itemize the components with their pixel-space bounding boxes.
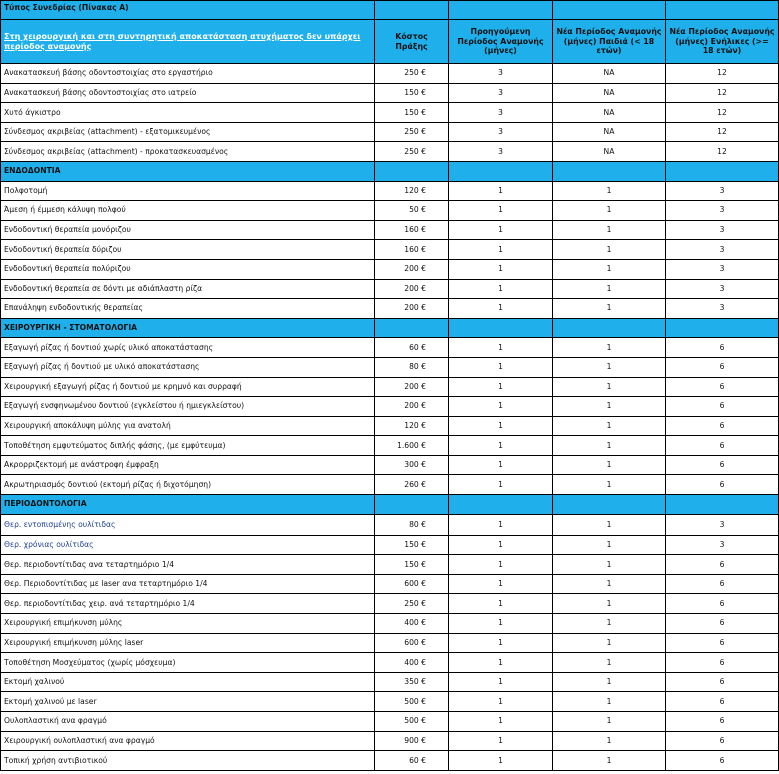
- new-waiting-period-adults: 6: [666, 731, 779, 751]
- table-row: [1, 574, 779, 594]
- procedure-name: Ακρορριζεκτομή με ανάστροφη έμφραξη: [1, 455, 375, 475]
- previous-waiting-period: 1: [449, 201, 553, 221]
- new-waiting-period-children: 1: [553, 455, 666, 475]
- new-waiting-period-adults: 3: [666, 201, 779, 221]
- procedure-cost: 150 €: [375, 103, 449, 123]
- new-waiting-period-adults: 6: [666, 416, 779, 436]
- new-waiting-period-adults: 6: [666, 692, 779, 712]
- procedure-name: Εκτομή χαλινού με laser: [1, 692, 375, 712]
- procedure-cost: 500 €: [375, 692, 449, 712]
- previous-waiting-period: 1: [449, 338, 553, 358]
- previous-waiting-period: 1: [449, 220, 553, 240]
- table-row: [1, 279, 779, 299]
- procedure-name: Ανακατασκευή βάσης οδοντοστοιχίας στο εργαστήριο: [1, 64, 375, 84]
- new-waiting-period-children: 1: [553, 574, 666, 594]
- section-header-row: [1, 495, 779, 515]
- procedure-cost: 200 €: [375, 397, 449, 417]
- procedure-name: Θερ. περιοδοντίτιδας ανα τεταρτημόριο 1/4: [1, 555, 375, 575]
- procedure-cost: 80 €: [375, 514, 449, 535]
- procedure-name: Επανάληψη ενδοδοντικής θεραπείας: [1, 299, 375, 319]
- new-waiting-period-adults: 3: [666, 220, 779, 240]
- title-row: [1, 1, 779, 20]
- table-row: [1, 103, 779, 123]
- new-waiting-period-children: 1: [553, 240, 666, 260]
- new-waiting-period-children: 1: [553, 751, 666, 771]
- section-title: ΧΕΙΡΟΥΡΓΙΚΗ - ΣΤΟΜΑΤΟΛΟΓΙΑ: [1, 318, 375, 338]
- previous-waiting-period: 1: [449, 712, 553, 732]
- new-waiting-period-adults: 6: [666, 712, 779, 732]
- table-row: [1, 122, 779, 142]
- procedure-cost: 120 €: [375, 416, 449, 436]
- table-row: [1, 240, 779, 260]
- procedure-name: Θερ. περιοδοντίτιδας χειρ. ανά τεταρτημόριο 1/4: [1, 594, 375, 614]
- procedure-name: Άμεση ή έμμεση κάλυψη πολφού: [1, 201, 375, 221]
- previous-waiting-period: 1: [449, 397, 553, 417]
- new-waiting-period-children: 1: [553, 181, 666, 201]
- procedure-name: Ακρωτηριασμός δοντιού (εκτομή ρίζας ή διχοτόμηση): [1, 475, 375, 495]
- procedure-name: Χειρουργική επιμήκυνση μύλης: [1, 614, 375, 634]
- procedure-cost: 50 €: [375, 201, 449, 221]
- previous-waiting-period: 1: [449, 751, 553, 771]
- procedure-cost: 900 €: [375, 731, 449, 751]
- previous-waiting-period: 1: [449, 555, 553, 575]
- new-waiting-period-children: 1: [553, 692, 666, 712]
- procedure-cost: 300 €: [375, 455, 449, 475]
- table-row: [1, 475, 779, 495]
- table-row: [1, 64, 779, 84]
- table-row: [1, 416, 779, 436]
- new-waiting-period-adults: 6: [666, 455, 779, 475]
- section-header-cell: [666, 495, 779, 515]
- procedure-cost: 250 €: [375, 122, 449, 142]
- previous-waiting-period: 1: [449, 574, 553, 594]
- procedure-cost: 200 €: [375, 377, 449, 397]
- previous-waiting-period: 1: [449, 692, 553, 712]
- new-waiting-period-children: NA: [553, 103, 666, 123]
- procedure-name: Εξαγωγή ρίζας ή δοντιού χωρίς υλικό αποκατάστασης: [1, 338, 375, 358]
- section-header-cell: [449, 318, 553, 338]
- new-waiting-period-children: 1: [553, 672, 666, 692]
- procedure-cost: 600 €: [375, 633, 449, 653]
- new-waiting-period-children: 1: [553, 731, 666, 751]
- table-row: [1, 397, 779, 417]
- procedure-cost: 250 €: [375, 142, 449, 162]
- new-waiting-period-children: 1: [553, 614, 666, 634]
- previous-waiting-period: 3: [449, 103, 553, 123]
- new-waiting-period-children: 1: [553, 397, 666, 417]
- new-waiting-period-adults: 12: [666, 64, 779, 84]
- new-waiting-period-children: 1: [553, 201, 666, 221]
- section-header-cell: [666, 318, 779, 338]
- previous-waiting-period: 3: [449, 83, 553, 103]
- procedure-name: Χειρουργική επιμήκυνση μύλης laser: [1, 633, 375, 653]
- new-waiting-period-adults: 6: [666, 614, 779, 634]
- procedure-cost: 150 €: [375, 535, 449, 555]
- new-waiting-period-adults: 6: [666, 672, 779, 692]
- table-row: [1, 633, 779, 653]
- new-waiting-period-adults: 6: [666, 574, 779, 594]
- new-waiting-period-children: 1: [553, 259, 666, 279]
- procedure-cost: 60 €: [375, 338, 449, 358]
- section-header-cell: [553, 161, 666, 181]
- section-header-cell: [666, 161, 779, 181]
- procedure-cost: 250 €: [375, 64, 449, 84]
- procedure-cost: 160 €: [375, 240, 449, 260]
- section-header-cell: [449, 495, 553, 515]
- procedure-name: Τοποθέτηση Μοσχεύματος (χωρίς μόσχευμα): [1, 653, 375, 673]
- new-waiting-period-adults: 12: [666, 122, 779, 142]
- procedure-cost: 80 €: [375, 357, 449, 377]
- new-waiting-period-children: 1: [553, 555, 666, 575]
- table-row: [1, 259, 779, 279]
- new-waiting-period-adults: 6: [666, 653, 779, 673]
- table-row: [1, 712, 779, 732]
- table-row: [1, 672, 779, 692]
- table-row: [1, 377, 779, 397]
- procedure-name: Πολφοτομή: [1, 181, 375, 201]
- previous-waiting-period: 1: [449, 279, 553, 299]
- new-waiting-period-children: 1: [553, 279, 666, 299]
- procedure-name: Ενδοδοντική θεραπεία δύριζου: [1, 240, 375, 260]
- new-waiting-period-adults: 6: [666, 751, 779, 771]
- procedure-cost: 200 €: [375, 279, 449, 299]
- new-waiting-period-children: NA: [553, 83, 666, 103]
- procedure-name: Ενδοδοντική θεραπεία πολύριζου: [1, 259, 375, 279]
- table-row: [1, 653, 779, 673]
- procedure-name: Θερ. χρόνιας ουλίτιδας: [1, 535, 375, 555]
- procedure-cost: 260 €: [375, 475, 449, 495]
- procedure-name: Χυτό άγκιστρο: [1, 103, 375, 123]
- new-waiting-period-adults: 3: [666, 514, 779, 535]
- procedure-name: Ανακατασκευή βάσης οδοντοστοιχίας στο ιατρείο: [1, 83, 375, 103]
- new-waiting-period-children: 1: [553, 594, 666, 614]
- previous-waiting-period: 1: [449, 299, 553, 319]
- procedure-name: Εξαγωγή ρίζας ή δοντιού με υλικό αποκατάστασης: [1, 357, 375, 377]
- new-waiting-period-adults: 3: [666, 240, 779, 260]
- previous-waiting-period: 1: [449, 416, 553, 436]
- procedure-name: Ενδοδοντική θεραπεία μονόριζου: [1, 220, 375, 240]
- procedure-name: Ουλοπλαστική ανα φραγμό: [1, 712, 375, 732]
- table-row: [1, 436, 779, 456]
- procedure-name: Σύνδεσμος ακριβείας (attachment) - εξατομικευμένος: [1, 122, 375, 142]
- table-row: [1, 692, 779, 712]
- table-row: [1, 299, 779, 319]
- procedure-cost: 350 €: [375, 672, 449, 692]
- new-waiting-period-adults: 12: [666, 142, 779, 162]
- previous-waiting-period: 1: [449, 259, 553, 279]
- new-waiting-period-children: 1: [553, 416, 666, 436]
- procedure-name: Ενδοδοντική θεραπεία σε δόντι με αδιάπλαστη ρίζα: [1, 279, 375, 299]
- procedure-name: Χειρουργική εξαγωγή ρίζας ή δοντιού με κρημνό και συρραφή: [1, 377, 375, 397]
- new-waiting-period-adults: 3: [666, 181, 779, 201]
- procedure-name: Τοποθέτηση εμφυτεύματος διπλής φάσης, (με εμφύτευμα): [1, 436, 375, 456]
- previous-waiting-period: 1: [449, 594, 553, 614]
- table-row: [1, 357, 779, 377]
- section-header-cell: [375, 318, 449, 338]
- previous-waiting-period: 1: [449, 614, 553, 634]
- new-waiting-period-adults: 6: [666, 357, 779, 377]
- new-waiting-period-adults: 6: [666, 555, 779, 575]
- table-row: [1, 83, 779, 103]
- procedure-cost: 160 €: [375, 220, 449, 240]
- section-title: ΠΕΡΙΟΔΟΝΤΟΛΟΓΙΑ: [1, 495, 375, 515]
- procedure-name: Τοπική χρήση αντιβιοτικού: [1, 751, 375, 771]
- previous-waiting-period: 1: [449, 535, 553, 555]
- previous-waiting-period: 1: [449, 731, 553, 751]
- previous-waiting-period: 3: [449, 64, 553, 84]
- new-waiting-period-children: NA: [553, 64, 666, 84]
- table-row: [1, 201, 779, 221]
- new-waiting-period-children: NA: [553, 122, 666, 142]
- new-waiting-period-children: 1: [553, 299, 666, 319]
- procedure-cost: 200 €: [375, 259, 449, 279]
- procedure-cost: 250 €: [375, 594, 449, 614]
- new-waiting-period-adults: 6: [666, 436, 779, 456]
- procedure-name: Χειρουργική ουλοπλαστική ανα φραγμό: [1, 731, 375, 751]
- procedure-name: Θερ. Περιοδοντίτιδας με laser ανα τεταρτημόριο 1/4: [1, 574, 375, 594]
- previous-waiting-period: 1: [449, 436, 553, 456]
- table-row: [1, 731, 779, 751]
- table-row: [1, 535, 779, 555]
- new-waiting-period-children: 1: [553, 338, 666, 358]
- new-waiting-period-children: 1: [553, 436, 666, 456]
- new-waiting-period-children: 1: [553, 535, 666, 555]
- new-waiting-period-adults: 6: [666, 475, 779, 495]
- table-row: [1, 220, 779, 240]
- new-waiting-period-children: 1: [553, 475, 666, 495]
- previous-waiting-period: 1: [449, 672, 553, 692]
- table-row: [1, 181, 779, 201]
- new-waiting-period-adults: 12: [666, 103, 779, 123]
- section-header-cell: [449, 161, 553, 181]
- col-cost-header: Κόστος Πράξης: [375, 20, 449, 64]
- new-waiting-period-adults: 3: [666, 535, 779, 555]
- section-header-cell: [375, 495, 449, 515]
- previous-waiting-period: 1: [449, 633, 553, 653]
- table-row: [1, 455, 779, 475]
- new-waiting-period-adults: 6: [666, 377, 779, 397]
- col-adult-header: Νέα Περίοδος Αναμονής (μήνες) Ενήλικες (>= 18 ετών): [666, 20, 779, 64]
- new-waiting-period-adults: 6: [666, 633, 779, 653]
- procedure-name: Θερ. εντοπισμένης ουλίτιδας: [1, 514, 375, 535]
- procedure-name: Σύνδεσμος ακριβείας (attachment) - προκατασκευασμένος: [1, 142, 375, 162]
- new-waiting-period-adults: 3: [666, 259, 779, 279]
- previous-waiting-period: 1: [449, 240, 553, 260]
- new-waiting-period-adults: 6: [666, 397, 779, 417]
- section-title: ΕΝΔΟΔΟΝΤΙΑ: [1, 161, 375, 181]
- new-waiting-period-children: 1: [553, 653, 666, 673]
- table-row: [1, 555, 779, 575]
- previous-waiting-period: 1: [449, 653, 553, 673]
- new-waiting-period-children: 1: [553, 377, 666, 397]
- procedure-cost: 600 €: [375, 574, 449, 594]
- previous-waiting-period: 3: [449, 142, 553, 162]
- previous-waiting-period: 1: [449, 455, 553, 475]
- section-header-cell: [375, 161, 449, 181]
- table-row: [1, 614, 779, 634]
- procedure-name: Εξαγωγή ενσφηνωμένου δοντιού (εγκλείστου ή ημιεγκλείστου): [1, 397, 375, 417]
- col-child-header: Νέα Περίοδος Αναμονής (μήνες) Παιδιά (< 18 ετών): [553, 20, 666, 64]
- table-row: [1, 142, 779, 162]
- previous-waiting-period: 1: [449, 181, 553, 201]
- section-header-row: [1, 318, 779, 338]
- new-waiting-period-children: 1: [553, 514, 666, 535]
- column-header-row: [1, 20, 779, 64]
- col-prev-header: Προηγούμενη Περίοδος Αναμονής (μήνες): [449, 20, 553, 64]
- previous-waiting-period: 1: [449, 475, 553, 495]
- section-header-cell: [553, 318, 666, 338]
- procedure-cost: 200 €: [375, 299, 449, 319]
- table-row: [1, 338, 779, 358]
- new-waiting-period-children: 1: [553, 357, 666, 377]
- table-row: [1, 594, 779, 614]
- procedure-cost: 150 €: [375, 83, 449, 103]
- previous-waiting-period: 1: [449, 514, 553, 535]
- section-header-cell: [553, 495, 666, 515]
- procedure-cost: 150 €: [375, 555, 449, 575]
- new-waiting-period-adults: 3: [666, 299, 779, 319]
- previous-waiting-period: 3: [449, 122, 553, 142]
- previous-waiting-period: 1: [449, 357, 553, 377]
- procedure-cost: 120 €: [375, 181, 449, 201]
- new-waiting-period-children: NA: [553, 142, 666, 162]
- procedure-cost: 400 €: [375, 653, 449, 673]
- new-waiting-period-children: 1: [553, 712, 666, 732]
- new-waiting-period-adults: 3: [666, 279, 779, 299]
- accident-note-link[interactable]: Στη χειρουργική και στη συντηρητική αποκατάσταση ατυχήματος δεν υπάρχει περίοδος αναμονής: [4, 31, 361, 51]
- table-row: [1, 514, 779, 535]
- new-waiting-period-adults: 12: [666, 83, 779, 103]
- table-title: Τύπος Συνεδρίας (Πίνακας Α): [1, 1, 375, 20]
- new-waiting-period-children: 1: [553, 220, 666, 240]
- procedure-name: Εκτομή χαλινού: [1, 672, 375, 692]
- procedure-name: Χειρουργική αποκάλυψη μύλης για ανατολή: [1, 416, 375, 436]
- new-waiting-period-adults: 6: [666, 594, 779, 614]
- procedure-cost: 500 €: [375, 712, 449, 732]
- new-waiting-period-children: 1: [553, 633, 666, 653]
- new-waiting-period-adults: 6: [666, 338, 779, 358]
- table-row: [1, 751, 779, 771]
- section-header-row: [1, 161, 779, 181]
- previous-waiting-period: 1: [449, 377, 553, 397]
- procedure-cost: 60 €: [375, 751, 449, 771]
- procedure-cost: 400 €: [375, 614, 449, 634]
- procedure-cost: 1.600 €: [375, 436, 449, 456]
